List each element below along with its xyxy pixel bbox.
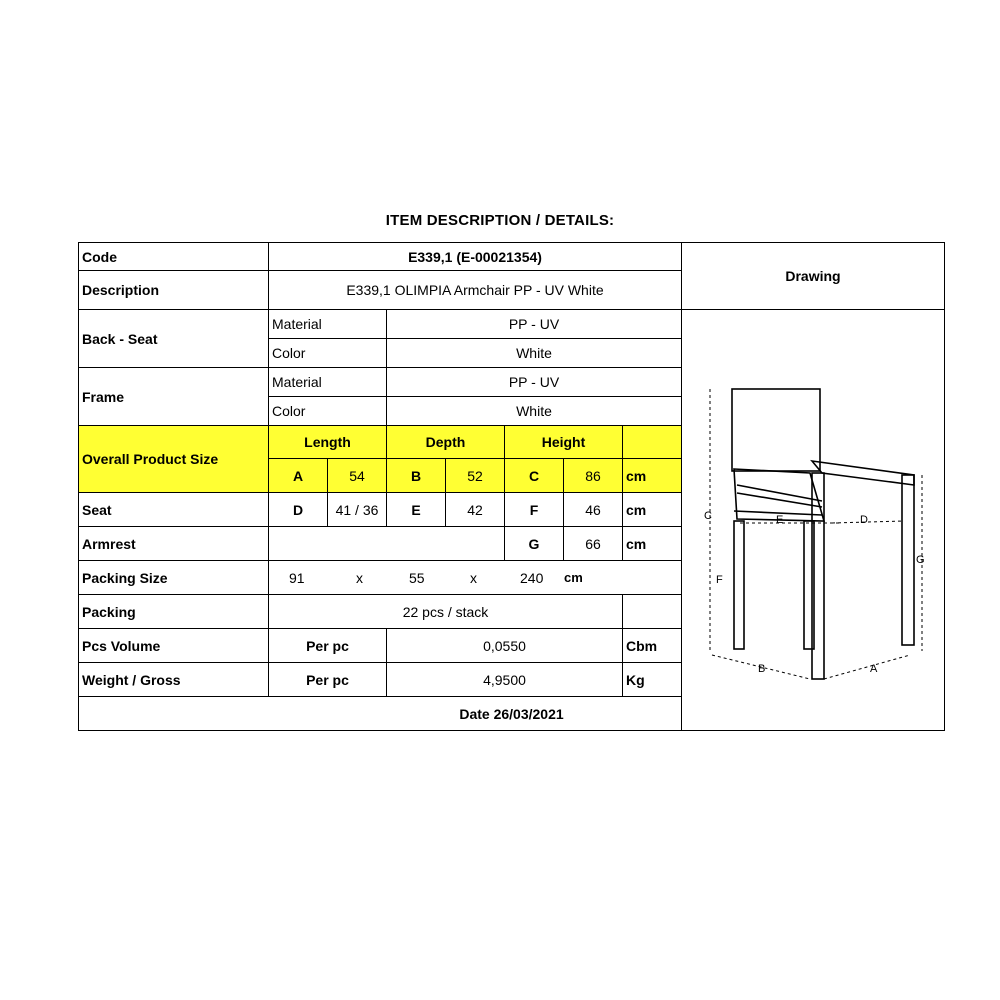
frame-material-value: PP - UV (387, 368, 682, 397)
packing-value: 22 pcs / stack (269, 595, 623, 629)
dim-b-value: 52 (446, 459, 505, 493)
chair-armrest (812, 461, 914, 485)
description-value: E339,1 OLIMPIA Armchair PP - UV White (269, 271, 682, 310)
back-seat-color-value: White (387, 339, 682, 368)
chair-back-panel (732, 389, 820, 471)
dim-b-label: B (758, 662, 766, 675)
date-footer: Date 26/03/2021 (79, 697, 945, 731)
chair-arm-connector-lower (737, 493, 822, 507)
back-seat-color-label: Color (269, 339, 387, 368)
dim-g-key: G (505, 527, 564, 561)
seat-unit: cm (623, 493, 682, 527)
chair-leg-left-front (734, 521, 744, 649)
dim-d-label: D (860, 513, 868, 526)
dim-c-value: 86 (564, 459, 623, 493)
dim-e-value: 42 (446, 493, 505, 527)
frame-color-label: Color (269, 397, 387, 426)
dim-e-key: E (387, 493, 446, 527)
chair-arm-connector (737, 485, 822, 501)
packing-size-x2: x (470, 569, 477, 586)
overall-unit: cm (623, 459, 682, 493)
back-seat-material-value: PP - UV (387, 310, 682, 339)
packing-size-depth: 55 (409, 569, 425, 586)
dim-g-value: 66 (564, 527, 623, 561)
dim-a-key: A (269, 459, 328, 493)
packing-size-x1: x (356, 569, 363, 586)
dim-e-label: E (776, 513, 784, 526)
frame-material-label: Material (269, 368, 387, 397)
weight-per: Per pc (269, 663, 387, 697)
description-label: Description (79, 271, 269, 310)
dim-d-key: D (269, 493, 328, 527)
frame-label: Frame (79, 368, 269, 426)
code-value: E339,1 (E-00021354) (269, 243, 682, 271)
weight-label: Weight / Gross (79, 663, 269, 697)
dim-b-key: B (387, 459, 446, 493)
packing-size-label: Packing Size (79, 561, 269, 595)
dim-a-value: 54 (328, 459, 387, 493)
dim-d-value: 41 / 36 (328, 493, 387, 527)
table-row (79, 310, 945, 339)
packing-empty-cell (623, 595, 682, 629)
packing-size-unit: cm (564, 569, 583, 585)
packing-size-cell (269, 561, 682, 595)
height-header: Height (505, 426, 623, 459)
table-row (79, 243, 945, 271)
armrest-label: Armrest (79, 527, 269, 561)
weight-value: 4,9500 (387, 663, 623, 697)
dim-c-label: C (704, 509, 712, 522)
dim-f-key: F (505, 493, 564, 527)
page-heading: ITEM DESCRIPTION / DETAILS: (385, 212, 615, 229)
armrest-empty-cell (269, 527, 505, 561)
item-details-table (78, 242, 945, 731)
packing-size-height: 240 (520, 569, 544, 586)
packing-size-length: 91 (289, 569, 305, 586)
dim-f-label: F (716, 573, 723, 586)
drawing-label: Drawing (682, 243, 945, 310)
overall-size-label: Overall Product Size (79, 426, 269, 493)
pcs-volume-label: Pcs Volume (79, 629, 269, 663)
pcs-volume-value: 0,0550 (387, 629, 623, 663)
back-seat-material-label: Material (269, 310, 387, 339)
pcs-volume-per: Per pc (269, 629, 387, 663)
dim-c-key: C (505, 459, 564, 493)
armrest-unit: cm (623, 527, 682, 561)
code-label: Code (79, 243, 269, 271)
weight-unit: Kg (623, 663, 682, 697)
chair-post-right (902, 475, 914, 645)
frame-color-value: White (387, 397, 682, 426)
back-seat-label: Back - Seat (79, 310, 269, 368)
chair-drawing (682, 325, 945, 713)
length-header: Length (269, 426, 387, 459)
dim-a-label: A (870, 662, 878, 675)
drawing-cell (682, 310, 945, 731)
dim-a-line (824, 655, 910, 679)
depth-header: Depth (387, 426, 505, 459)
packing-label: Packing (79, 595, 269, 629)
overall-empty-cell (623, 426, 682, 459)
dim-d-line (832, 521, 904, 523)
seat-label: Seat (79, 493, 269, 527)
dim-f-value: 46 (564, 493, 623, 527)
dim-g-label: G (916, 553, 925, 566)
pcs-volume-unit: Cbm (623, 629, 682, 663)
